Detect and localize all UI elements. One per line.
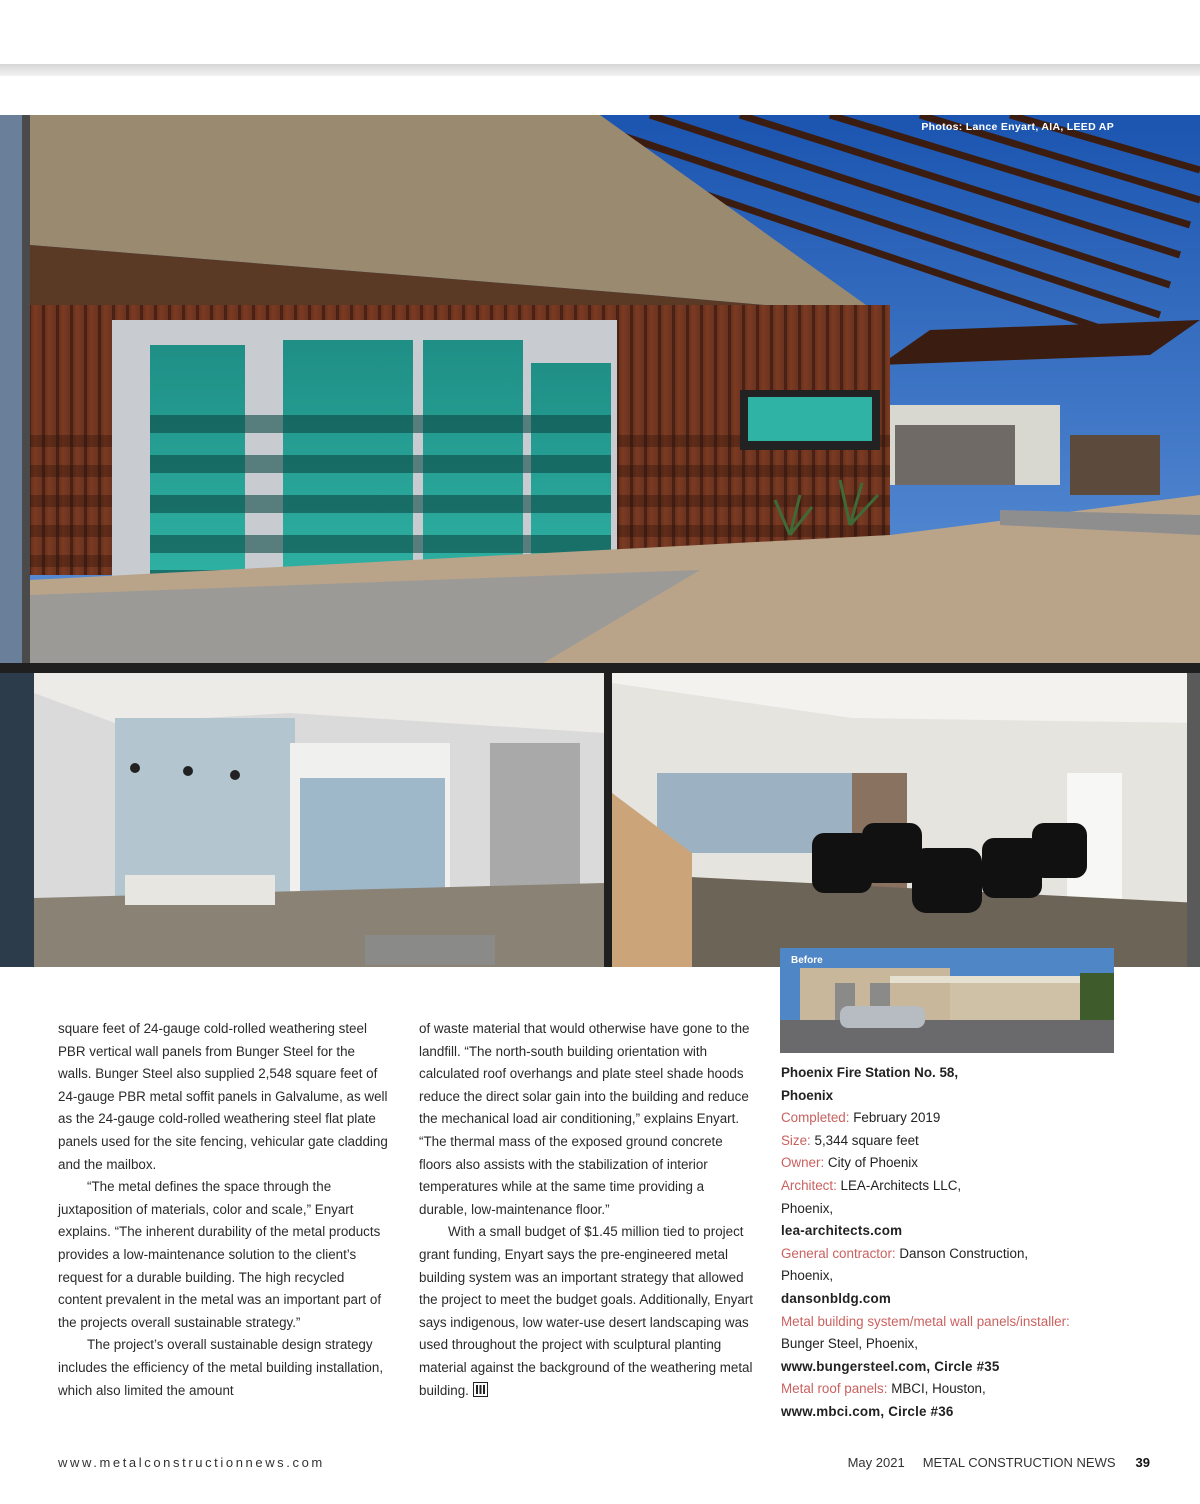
architect-label: Architect:	[781, 1177, 837, 1193]
issue-date: May 2021	[847, 1455, 905, 1470]
gc-label: General contractor:	[781, 1245, 896, 1261]
project-title: Phoenix Fire Station No. 58,	[781, 1065, 959, 1080]
architect-value: LEA-Architects LLC,	[840, 1177, 962, 1193]
paragraph: “The metal defines the space through the juxtaposition of materials, color and scale,” Enyart explains. “The inherent durability of the metal products provides a low-maintenance solution to the client’s request for a durable building. The high recycled content prevalent in the metal was an important part of the projects overall sustainable strategy.”	[58, 1179, 382, 1330]
project-location: Phoenix	[781, 1087, 834, 1103]
size-row	[781, 1130, 1121, 1153]
photo-frame	[604, 673, 612, 967]
gc-city: Phoenix,	[781, 1268, 834, 1284]
paragraph: The project’s overall sustainable design strategy includes the efficiency of the metal building installation, which also limited the amount	[58, 1337, 384, 1398]
mbs-value: Bunger Steel, Phoenix,	[781, 1336, 918, 1352]
architect-city: Phoenix,	[781, 1200, 834, 1216]
before-label: Before	[791, 955, 823, 966]
size-label: Size:	[781, 1132, 811, 1148]
article-column-2	[419, 1018, 753, 1402]
paragraph-text: With a small budget of $1.45 million tied to project grant funding, Enyart says the pre-engineered metal building system was an important strategy that allowed the project to meet the budget goals. Additionally, Enyart says indigenous, low water-use desert landscaping was used throughout the project with sculptural planting material against the background of the weathering metal building.	[419, 1224, 753, 1398]
exterior-photo	[0, 115, 1200, 665]
paragraph: square feet of 24-gauge cold-rolled weathering steel PBR vertical wall panels from Bunger Steel for the walls. Bunger Steel also supplied 2,548 square feet of 24-gauge PBR metal soffit panels in Galvalume, as well as the 24-gauge cold-rolled weathering steel flat plate panels used for the site fencing, vehicular gate cladding and the mailbox.	[58, 1021, 388, 1172]
completed-row	[781, 1107, 1121, 1130]
size-value: 5,344 square feet	[814, 1132, 919, 1148]
gc-value: Danson Construction,	[899, 1245, 1029, 1261]
paragraph: of waste material that would otherwise have gone to the landfill. “The north-south building orientation with calculated roof overhangs and plate steel shade hoods reduce the direct solar gain into the building and reduce the mechanical load air conditioning,” explains Enyart. “The thermal mass of the exposed ground concrete floors also assists with the stabilization of interior temperatures while at the same time providing a durable, low-maintenance floor.”	[419, 1021, 750, 1217]
project-info-box	[781, 1062, 1121, 1424]
architect-row	[781, 1175, 1121, 1198]
mcn-end-mark-icon	[473, 1382, 488, 1397]
header-rule	[0, 64, 1200, 76]
roof-value: MBCI, Houston,	[891, 1381, 986, 1397]
roof-row	[781, 1378, 1121, 1401]
footer-website[interactable]: www.metalconstructionnews.com	[58, 1455, 325, 1470]
dayroom-photo	[612, 673, 1200, 967]
roof-link[interactable]: www.mbci.com, Circle #36	[781, 1403, 954, 1419]
photo-frame	[0, 663, 1200, 673]
mbs-label: Metal building system/metal wall panels/installer:	[781, 1313, 1070, 1329]
photo-credit: Photos: Lance Enyart, AIA, LEED AP	[921, 121, 1114, 133]
dining-room-photo	[0, 673, 604, 967]
owner-value: City of Phoenix	[827, 1155, 918, 1171]
owner-label: Owner:	[781, 1155, 825, 1171]
owner-row	[781, 1152, 1121, 1175]
mbs-link[interactable]: www.bungersteel.com, Circle #35	[781, 1358, 1000, 1374]
gc-row	[781, 1243, 1121, 1266]
page-number: 39	[1135, 1455, 1150, 1470]
roof-label: Metal roof panels:	[781, 1381, 888, 1397]
magazine-name: METAL CONSTRUCTION NEWS	[922, 1455, 1116, 1470]
paragraph-last	[419, 1221, 753, 1402]
before-photo	[780, 948, 1114, 1053]
footer-folio	[830, 1455, 1150, 1470]
completed-label: Completed:	[781, 1110, 850, 1126]
completed-value: February 2019	[853, 1110, 941, 1126]
architect-link[interactable]: lea-architects.com	[781, 1223, 903, 1239]
article-column-1	[58, 1018, 390, 1402]
gc-link[interactable]: dansonbldg.com	[781, 1290, 891, 1306]
